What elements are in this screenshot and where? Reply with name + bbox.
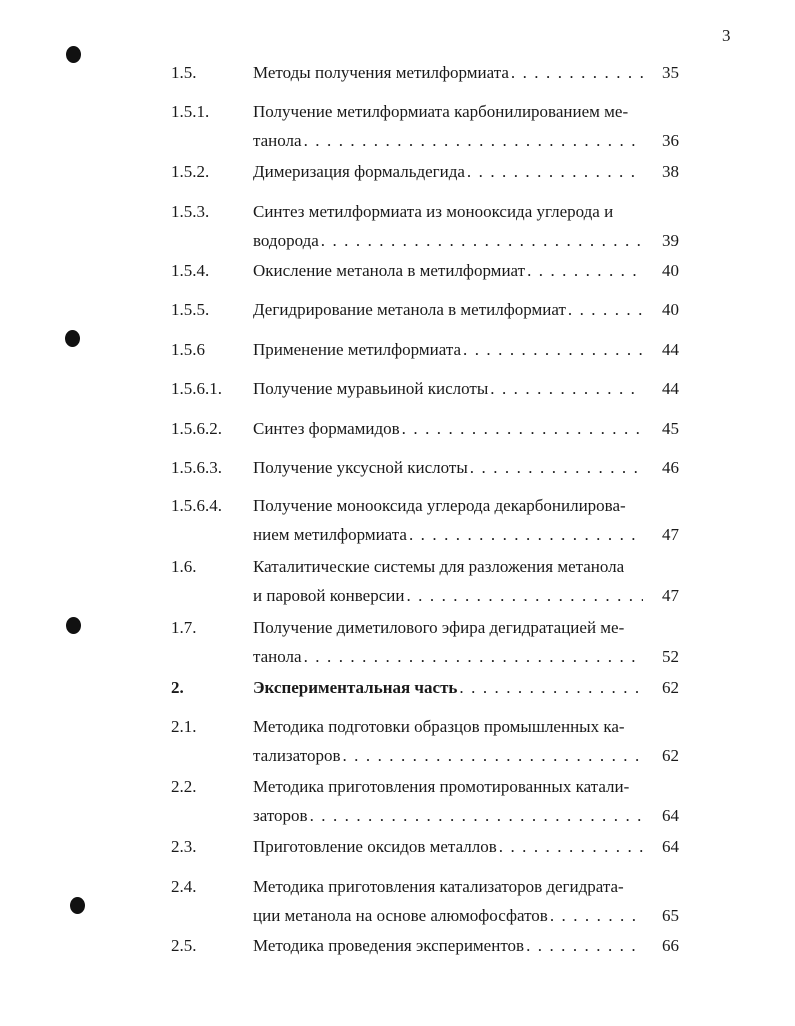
toc-entry-page: 47 xyxy=(662,525,679,544)
leader-dots xyxy=(459,677,643,699)
leader-dots xyxy=(511,62,643,84)
toc-entry-number: 2.2. xyxy=(171,777,197,796)
toc-entry-page: 45 xyxy=(662,419,679,438)
toc-entry-title: и паровой конверсии xyxy=(253,586,405,605)
toc-entry-page: 62 xyxy=(662,678,679,697)
toc-entry-title: Дегидрирование метанола в метилформиат xyxy=(253,300,566,319)
toc-entry-page: 40 xyxy=(662,261,679,280)
toc-entry-title: Методика проведения экспериментов xyxy=(253,936,525,955)
toc-entry-title: заторов xyxy=(253,806,308,825)
toc-entry-number: 2.3. xyxy=(171,837,197,856)
leader-dots xyxy=(490,378,643,400)
punch-hole-mark xyxy=(66,46,81,63)
toc-entry-title: Синтез формамидов xyxy=(253,419,400,438)
toc-entry-page: 35 xyxy=(662,63,679,82)
leader-dots xyxy=(568,299,643,321)
toc-entry-page: 46 xyxy=(662,458,679,477)
toc-entry-title: Методы получения метилформиата xyxy=(253,63,509,82)
toc-entry-number: 1.5. xyxy=(171,63,197,82)
punch-hole-mark xyxy=(66,617,81,634)
toc-entry-title: Получение муравьиной кислоты xyxy=(253,379,489,398)
toc-entry-page: 65 xyxy=(662,906,679,925)
toc-entry-title: Приготовление оксидов металлов xyxy=(253,837,497,856)
toc-entry-number: 1.5.6.3. xyxy=(171,458,222,477)
toc-entry-number: 1.5.5. xyxy=(171,300,210,319)
toc-entry-number: 2. xyxy=(171,678,184,697)
toc-entry-title: тализаторов xyxy=(253,746,341,765)
toc-entry-title: Методика приготовления катализаторов дегидрата- xyxy=(253,877,624,896)
toc-entry-number: 1.6. xyxy=(171,557,197,576)
toc-entry-number: 2.1. xyxy=(171,717,197,736)
toc-entry-title: Синтез метилформиата из монооксида углерода и xyxy=(253,202,614,221)
toc-entry-number: 1.5.6.1. xyxy=(171,379,222,398)
punch-hole-mark xyxy=(70,897,85,914)
toc-entry-title: Экспериментальная часть xyxy=(253,678,458,697)
toc-entry-title: Методика подготовки образцов промышленных ка- xyxy=(253,717,625,736)
toc-entry-number: 2.4. xyxy=(171,877,197,896)
leader-dots xyxy=(406,585,643,607)
toc-entry-title: нием метилформиата xyxy=(253,525,407,544)
toc-entry-page: 36 xyxy=(662,131,679,150)
leader-dots xyxy=(499,836,643,858)
punch-hole-mark xyxy=(65,330,80,347)
toc-entry-page: 38 xyxy=(662,162,679,181)
toc-entry-page: 64 xyxy=(662,806,679,825)
toc-entry-number: 1.5.3. xyxy=(171,202,210,221)
leader-dots xyxy=(342,745,643,767)
leader-dots xyxy=(467,161,643,183)
leader-dots xyxy=(527,260,643,282)
toc-entry-title: Применение метилформиата xyxy=(253,340,462,359)
toc-entry-title: танола xyxy=(253,647,302,666)
toc-entry-title: Получение диметилового эфира дегидратацией ме- xyxy=(253,618,625,637)
toc-entry-title: Получение метилформиата карбонилированием ме- xyxy=(253,102,629,121)
leader-dots xyxy=(470,457,643,479)
leader-dots xyxy=(304,646,643,668)
leader-dots xyxy=(321,230,643,252)
toc-entry-title: Методика приготовления промотированных катали- xyxy=(253,777,630,796)
leader-dots xyxy=(550,905,643,927)
toc-entry-title: танола xyxy=(253,131,302,150)
page-number: 3 xyxy=(722,26,731,45)
leader-dots xyxy=(310,805,643,827)
leader-dots xyxy=(526,935,643,957)
toc-entry-title: водорода xyxy=(253,231,319,250)
toc-entry-page: 66 xyxy=(662,936,679,955)
toc-entry-page: 64 xyxy=(662,837,679,856)
toc-entry-number: 1.5.6.2. xyxy=(171,419,222,438)
toc-entry-title: Каталитические системы для разложения метанола xyxy=(253,557,625,576)
toc-entry-number: 1.7. xyxy=(171,618,197,637)
toc-entry-number: 1.5.4. xyxy=(171,261,210,280)
toc-entry-title: Димеризация формальдегида xyxy=(253,162,465,181)
toc-entry-page: 39 xyxy=(662,231,679,250)
toc-entry-title: Окисление метанола в метилформиат xyxy=(253,261,526,280)
toc-entry-page: 52 xyxy=(662,647,679,666)
toc-entry-title: Получение монооксида углерода декарбонилирова- xyxy=(253,496,626,515)
toc-entry-title: ции метанола на основе алюмофосфатов xyxy=(253,906,548,925)
toc-entry-page: 44 xyxy=(662,379,679,398)
toc-entry-page: 44 xyxy=(662,340,679,359)
toc-entry-page: 40 xyxy=(662,300,679,319)
leader-dots xyxy=(409,524,643,546)
leader-dots xyxy=(304,130,643,152)
toc-entry-number: 2.5. xyxy=(171,936,197,955)
leader-dots xyxy=(463,339,643,361)
toc-entry-number: 1.5.2. xyxy=(171,162,210,181)
toc-entry-title: Получение уксусной кислоты xyxy=(253,458,468,477)
toc-entry-number: 1.5.6.4. xyxy=(171,496,222,515)
toc-entry-number: 1.5.1. xyxy=(171,102,210,121)
toc-entry-page: 62 xyxy=(662,746,679,765)
leader-dots xyxy=(402,418,643,440)
toc-entry-number: 1.5.6 xyxy=(171,340,205,359)
toc-entry-page: 47 xyxy=(662,586,679,605)
